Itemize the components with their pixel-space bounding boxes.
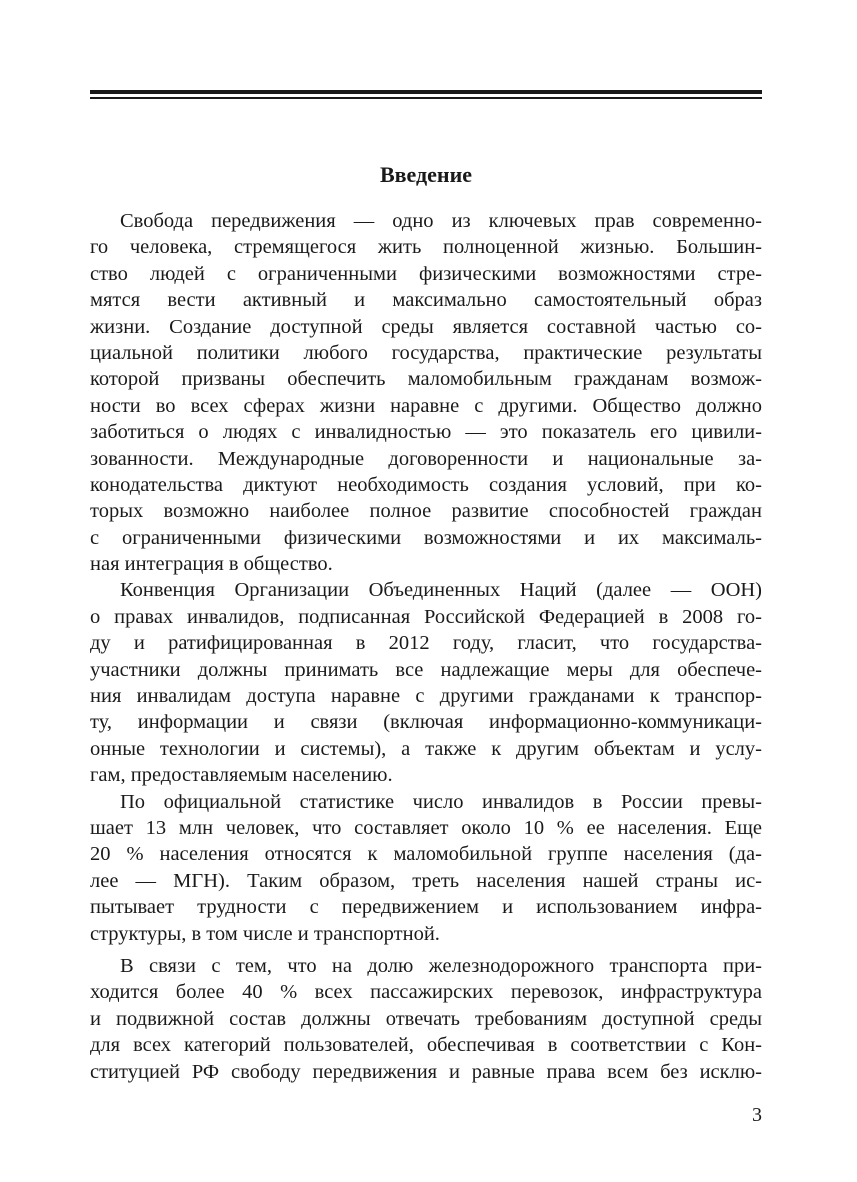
text-line: участники должны принимать все надлежащие меры для обеспече- <box>90 658 762 681</box>
text-line: ности во всех сферах жизни наравне с другими. Общество должно <box>90 394 762 417</box>
text-line: пытывает трудности с передвижением и использованием инфра- <box>90 896 762 919</box>
text-line: ду и ратифицированная в 2012 году, гласит, что государства- <box>90 632 762 655</box>
text-line: В связи с тем, что на долю железнодорожного транспорта при- <box>120 954 762 977</box>
text-line: Конвенция Организации Объединенных Наций (далее — ООН) <box>120 579 762 602</box>
text-line: мятся вести активный и максимально самостоятельный образ <box>90 289 762 312</box>
text-line: циальной политики любого государства, практические результаты <box>90 341 762 364</box>
body-text <box>90 208 762 1085</box>
text-line: зованности. Международные договоренности и национальные за- <box>90 447 762 470</box>
text-line: структуры, в том числе и транспортной. <box>90 922 440 945</box>
text-line: которой призваны обеспечить маломобильным гражданам возмож- <box>90 368 762 391</box>
text-line: с ограниченными физическими возможностями и их максималь- <box>90 526 762 549</box>
text-line: ство людей с ограниченными физическими возможностями стре- <box>90 262 762 285</box>
section-title: Введение <box>379 162 473 187</box>
text-line: заботиться о людях с инвалидностью — это показатель его цивили- <box>90 421 762 444</box>
text-line: ституцией РФ свободу передвижения и равные права всем без исклю- <box>90 1060 762 1083</box>
paragraph <box>90 577 762 788</box>
text-line: торых возможно наиболее полное развитие способностей граждан <box>90 500 762 523</box>
text-line: конодательства диктуют необходимость создания условий, при ко- <box>90 473 762 496</box>
page-number: 3 <box>752 1104 762 1126</box>
text-line: лее — МГН). Таким образом, треть населения нашей страны ис- <box>90 869 762 892</box>
text-line: Свобода передвижения — одно из ключевых прав современно- <box>120 210 762 232</box>
paragraph <box>90 789 762 947</box>
header-rule-thin <box>90 97 762 99</box>
header-rule-thick <box>90 90 762 94</box>
text-line: и подвижной состав должны отвечать требованиям доступной среды <box>90 1007 762 1030</box>
text-line: ния инвалидам доступа наравне с другими гражданами к транспор- <box>90 685 762 708</box>
text-line: ная интеграция в общество. <box>90 553 333 576</box>
text-line: шает 13 млн человек, что составляет около 10 % ее населения. Еще <box>90 816 762 839</box>
text-line: онные технологии и системы), а также к другим объектам и услу- <box>90 737 762 760</box>
text-line: гам, предоставляемым населению. <box>90 764 393 787</box>
text-line: жизни. Создание доступной среды является составной частью со- <box>90 315 762 338</box>
text-line: для всех категорий пользователей, обеспечивая в соответствии с Кон- <box>90 1034 762 1057</box>
text-line: о правах инвалидов, подписанная Российской Федерацией в 2008 го- <box>90 605 762 628</box>
text-line: 20 % населения относятся к маломобильной группе населения (да- <box>90 843 762 866</box>
text-line: ту, информации и связи (включая информационно-коммуникаци- <box>90 711 762 734</box>
text-line: По официальной статистике число инвалидов в России превы- <box>120 790 762 813</box>
paragraph <box>90 208 762 577</box>
text-line: го человека, стремящегося жить полноценной жизнью. Большин- <box>90 236 762 259</box>
text-line: ходится более 40 % всех пассажирских перевозок, инфраструктура <box>90 981 762 1004</box>
paragraph <box>90 953 762 1085</box>
